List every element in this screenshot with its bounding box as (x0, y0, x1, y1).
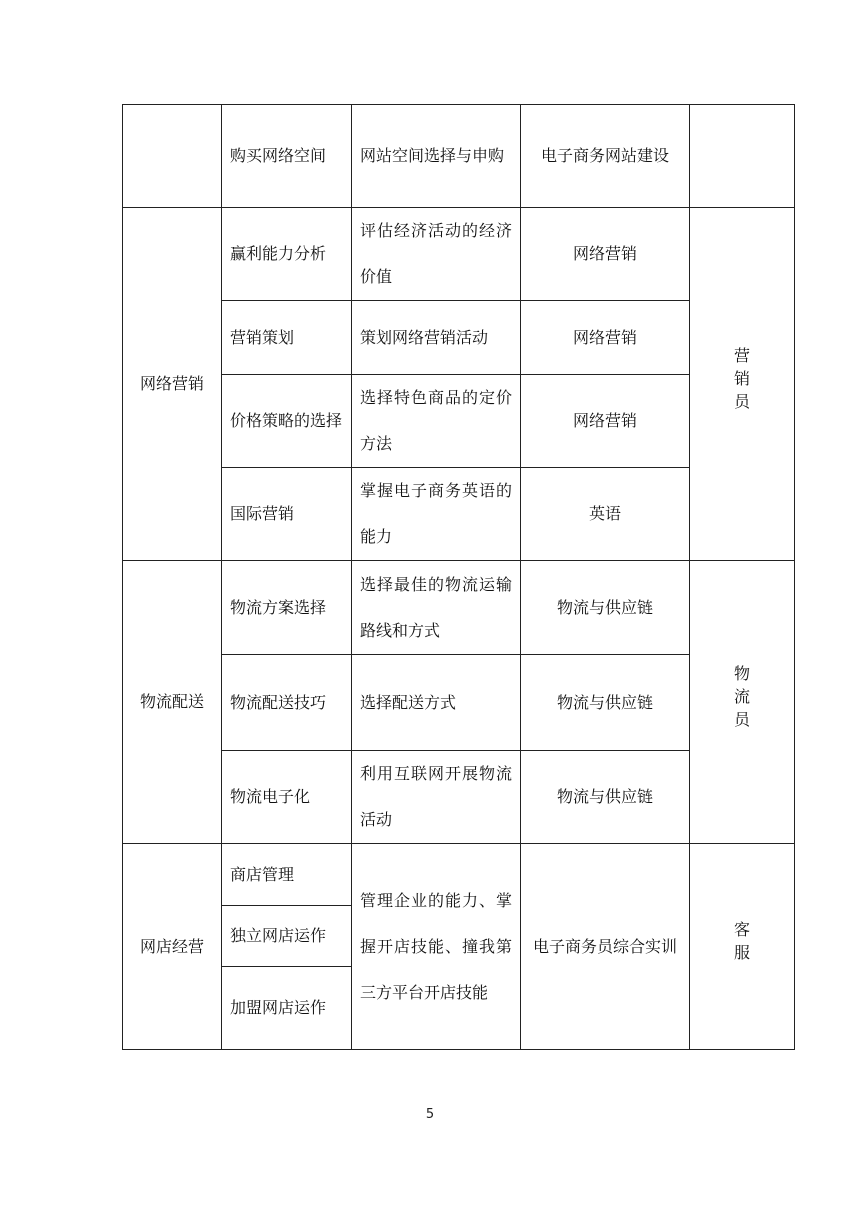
item-cell: 独立网店运作 (222, 906, 352, 967)
course-cell: 物流与供应链 (521, 655, 690, 751)
content-cell: 选择特色商品的定价方法 (352, 375, 521, 468)
curriculum-table (122, 104, 795, 1050)
position-cell: 客服 (733, 919, 750, 962)
table-row (123, 844, 795, 906)
content-cell: 利用互联网开展物流活动 (352, 751, 521, 844)
content-cell: 策划网络营销活动 (352, 301, 521, 375)
item-cell: 赢利能力分析 (222, 208, 352, 301)
item-cell: 物流方案选择 (222, 561, 352, 655)
item-cell: 价格策略的选择 (222, 375, 352, 468)
item-cell: 物流配送技巧 (222, 655, 352, 751)
category-cell: 网店经营 (123, 844, 222, 1050)
course-cell: 电子商务员综合实训 (521, 844, 690, 1050)
content-cell: 管理企业的能力、掌握开店技能、撞我第三方平台开店技能 (352, 844, 521, 1050)
item-cell: 物流电子化 (222, 751, 352, 844)
course-cell: 网络营销 (521, 375, 690, 468)
category-cell: 网络营销 (123, 208, 222, 561)
content-cell: 选择配送方式 (352, 655, 521, 751)
content-cell: 网站空间选择与申购 (352, 105, 521, 208)
item-cell: 商店管理 (222, 844, 352, 906)
course-cell: 物流与供应链 (521, 751, 690, 844)
content-cell: 评估经济活动的经济价值 (352, 208, 521, 301)
course-cell: 电子商务网站建设 (521, 105, 690, 208)
course-cell: 物流与供应链 (521, 561, 690, 655)
content-cell: 选择最佳的物流运输路线和方式 (352, 561, 521, 655)
table-row (123, 105, 795, 208)
item-cell: 国际营销 (222, 468, 352, 561)
item-cell: 营销策划 (222, 301, 352, 375)
position-cell: 营销员 (733, 345, 750, 411)
course-cell: 网络营销 (521, 301, 690, 375)
position-cell (690, 105, 795, 208)
position-cell: 物流员 (733, 663, 750, 729)
category-cell: 物流配送 (123, 561, 222, 844)
content-cell: 掌握电子商务英语的能力 (352, 468, 521, 561)
item-cell: 购买网络空间 (222, 105, 352, 208)
course-cell: 网络营销 (521, 208, 690, 301)
page-number: 5 (425, 1107, 435, 1122)
table-row (123, 561, 795, 655)
course-cell: 英语 (521, 468, 690, 561)
item-cell: 加盟网店运作 (222, 967, 352, 1050)
table-row (123, 208, 795, 301)
category-cell (123, 105, 222, 208)
